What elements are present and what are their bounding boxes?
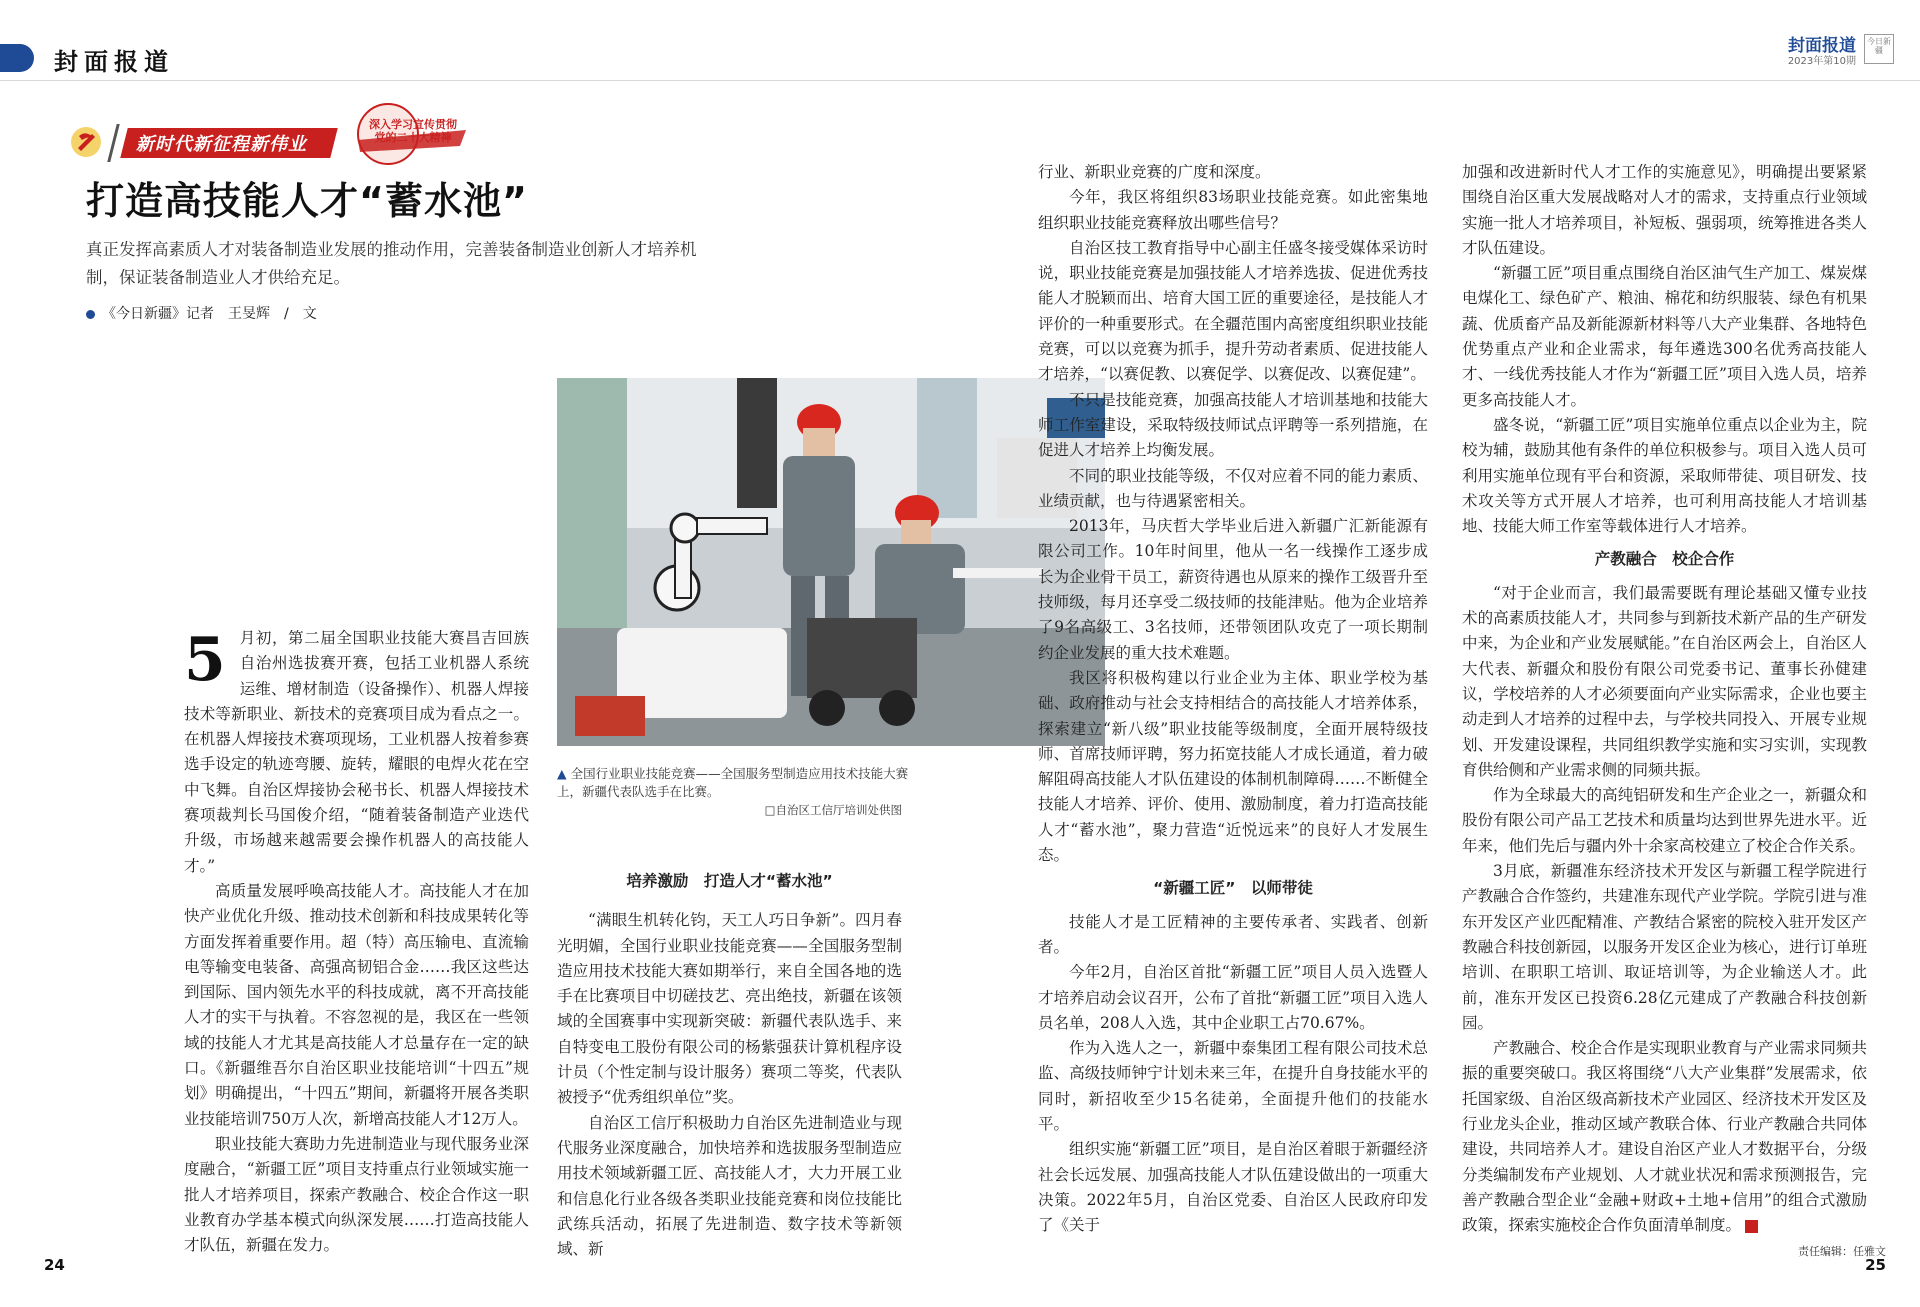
paragraph: “满眼生机转化钧，天工人巧日争新”。四月春光明媚，全国行业职业技能竞赛——全国服务型制造应用技术技能大赛如期举行，来自全国各地的选手在比赛项目中切磋技艺、亮出绝技，新疆在该领域的全国赛事中实现新突破：新疆代表队选手、来自特变电工股份有限公司的杨紫强获计算机程序设计员（个性定制与设计服务）赛项二等奖，代表队被授予“优秀组织单位”奖。 xyxy=(557,911,902,1107)
section-tab-marker xyxy=(0,44,34,72)
section-subhead: 培养激励 打造人才“蓄水池” xyxy=(626,872,833,890)
article-lead: 真正发挥高素质人才对装备制造业发展的推动作用，完善装备制造业创新人才培养机制，保证装备制造业人才供给充足。 xyxy=(86,240,697,287)
responsible-editor: 责任编辑：任雅文 xyxy=(1798,1245,1886,1258)
section-title: 封面报道 xyxy=(54,47,174,76)
brand-name: 封面报道 xyxy=(1788,36,1856,56)
photo-caption xyxy=(557,765,917,801)
paragraph: 不只是技能竞赛，加强高技能人才培训基地和技能大师工作室建设，采取特级技师试点评聘等一系列措施，在促进人才培养上均衡发展。 xyxy=(1038,390,1428,460)
series-banner-label: 新时代新征程新伟业 xyxy=(136,134,307,155)
page-number-left: 24 xyxy=(44,1256,65,1274)
paragraph: 自治区工信厅积极助力自治区先进制造业与现代服务业深度融合，加快培养和选拔服务型制造应用技术领域新疆工匠、高技能人才，大力开展工业和信息化行业各级各类职业技能竞赛和岗位技能比武练兵活动，拓展了先进制造、数字技术等新领域、新 xyxy=(557,1113,902,1259)
party-emblem-icon xyxy=(70,126,102,158)
column-2 xyxy=(557,869,902,1262)
end-mark-icon xyxy=(1745,1220,1758,1233)
paragraph: “新疆工匠”项目重点围绕自治区油气生产加工、煤炭煤电煤化工、绿色矿产、粮油、棉花和纺织服装、绿色有机果蔬、优质畜产品及新能源新材料等八大产业集群、各地特色优势重点产业和企业需求，每年遴选300名优秀高技能人才、一线优秀技能人才作为“新疆工匠”项目入选人员，培养更多高技能人才。 xyxy=(1462,264,1867,409)
issue-label: 2023年第10期 xyxy=(1787,56,1856,67)
caption-text: 全国行业职业技能竞赛——全国服务型制造应用技术技能大赛上，新疆代表队选手在比赛。 xyxy=(557,766,909,799)
magazine-brand xyxy=(1788,36,1856,68)
paragraph: “对于企业而言，我们最需要既有理论基础又懂专业技术的高素质技能人才，共同参与到新技术新产品的生产研发中来，为企业和产业发展赋能。”在自治区两会上，自治区人大代表、新疆众和股份有限公司党委书记、董事长孙健建议，学校培养的人才必须要面向产业实际需求，企业也要主动走到人才培养的过程中去，与学校共同投入、开展专业规划、开发建设课程，共同组织教学实施和实习实训，实现教育供给侧和产业需求侧的同频共振。 xyxy=(1462,583,1867,779)
article-byline: 《今日新疆》记者 王旻辉 / 文 xyxy=(102,306,317,322)
section-subhead: “新疆工匠” 以师带徒 xyxy=(1153,879,1313,898)
magazine-logo: 今日新疆 xyxy=(1864,34,1894,64)
paragraph: 作为入选人之一，新疆中泰集团工程有限公司技术总监、高级技师钟宁计划未来三年，在提升自身技能水平的同时，新招收至少15名徒弟，全面提升他们的技能水平。 xyxy=(1038,1039,1428,1133)
paragraph: 今年2月，自治区首批“新疆工匠”项目人员入选暨人才培养启动会议召开，公布了首批“新疆工匠”项目入选人员名单，208人入选，其中企业职工占70.67%。 xyxy=(1038,963,1428,1032)
paragraph: 技能人才是工匠精神的主要传承者、实践者、创新者。 xyxy=(1038,912,1428,956)
campaign-ribbon-label: 深入学习宣传贯彻党的二十大精神 xyxy=(369,118,457,144)
paragraph: 职业技能大赛助力先进制造业与现代服务业深度融合，“新疆工匠”项目支持重点行业领域实施一批人才培养项目，探索产教融合、校企合作这一职业教育办学基本模式向纵深发展……打造高技能人才队伍，新疆在发力。 xyxy=(184,1134,529,1255)
header-rule xyxy=(0,80,1920,81)
competition-photo-illustration xyxy=(557,378,1105,746)
page-number-right: 25 xyxy=(1865,1256,1886,1274)
paragraph: 加强和改进新时代人才工作的实施意见》，明确提出要紧紧围绕自治区重大发展战略对人才的需求，支持重点行业领域实施一批人才培养项目，补短板、强弱项，统筹推进各类人才队伍建设。 xyxy=(1462,163,1867,257)
paragraph: 盛冬说，“新疆工匠”项目实施单位重点以企业为主，院校为辅，鼓励其他有条件的单位积极参与。项目入选人员可利用实施单位现有平台和资源，采取师带徒、项目研发、技术攻关等方式开展人才培养，也可利用高技能人才培训基地、技能大师工作室等载体进行人才培养。 xyxy=(1462,415,1867,536)
column-4 xyxy=(1462,160,1867,1238)
paragraph: 我区将积极构建以行业企业为主体、职业学校为基础、政府推动与社会支持相结合的高技能人才培养体系，探索建立“新八级”职业技能等级制度，全面开展特级技师、首席技师评聘，努力拓宽技能人才成长通道，着力破解阻碍高技能人才队伍建设的体制机制障碍……不断健全技能人才培养、评价、使用、激励制度，着力打造高技能人才“蓄水池”，聚力营造“近悦远来”的良好人才发展生态。 xyxy=(1038,668,1428,865)
paragraph xyxy=(1462,1036,1867,1238)
drop-cap: 5 xyxy=(184,625,226,695)
paragraph-text: 产教融合、校企合作是实现职业教育与产业需求同频共振的重要突破口。我区将围绕“八大产业集群”发展需求，依托国家级、自治区级高新技术产业园区、经济技术开发区及行业龙头企业，推动区域产教联合体、行业产教融合共同体建设，共同培养人才。建设自治区产业人才数据平台，分级分类编制发布产业规划、人才就业状况和需求预测报告，完善产教融合型企业“金融+财政+土地+信用”的组合式激励政策，探索实施校企合作负面清单制度。 xyxy=(1462,1039,1867,1235)
paragraph: 今年，我区将组织83场职业技能竞赛。如此密集地组织职业技能竞赛释放出哪些信号？ xyxy=(1038,188,1428,232)
paragraph: 组织实施“新疆工匠”项目，是自治区着眼于新疆经济社会长远发展、加强高技能人才队伍建设做出的一项重大决策。2022年5月，自治区党委、自治区人民政府印发了《关于 xyxy=(1038,1140,1428,1235)
article-photo xyxy=(557,378,1105,746)
paragraph: 3月底，新疆准东经济技术开发区与新疆工程学院进行产教融合合作签约，共建准东现代产业学院。学院引进与准东开发区产业匹配精准、产教结合紧密的院校入驻开发区产教融合科技创新园，以服务开发区企业为核心，进行订单班培训、在职职工培训、取证培训等，为企业输送人才。此前，准东开发区已投资6.28亿元建成了产教融合科技创新园。 xyxy=(1462,862,1867,1032)
paragraph: 作为全球最大的高纯铝研发和生产企业之一，新疆众和股份有限公司产品工艺技术和质量均达到世界先进水平。近年来，他们先后与疆内外十余家高校建立了校企合作关系。 xyxy=(1462,786,1867,855)
banner-divider xyxy=(107,124,119,162)
paragraph: 不同的职业技能等级，不仅对应着不同的能力素质、业绩贡献，也与待遇紧密相关。 xyxy=(1038,466,1428,510)
caption-triangle-icon: ▲ xyxy=(557,766,571,781)
paragraph: 行业、新职业竞赛的广度和深度。 xyxy=(1038,163,1271,181)
section-subhead: 产教融合 校企合作 xyxy=(1594,550,1735,569)
paragraph: 高质量发展呼唤高技能人才。高技能人才在加快产业优化升级、推动技术创新和科技成果转化等方面发挥着重要作用。超（特）高压输电、直流输电等输变电装备、高强高韧铝合金……我区这些达到国际、国内领先水平的科技成就，离不开高技能人才的实干与执着。不容忽视的是，我区在一些领域的技能人才尤其是高技能人才总量存在一定的缺口。《新疆维吾尔自治区职业技能培训“十四五”规划》明确提出，“十四五”期间，新疆将开展各类职业技能培训750万人次，新增高技能人才12万人。 xyxy=(184,881,529,1128)
column-3 xyxy=(1038,160,1428,1238)
paragraph: 自治区技工教育指导中心副主任盛冬接受媒体采访时说，职业技能竞赛是加强技能人才培养选拔、促进优秀技能人才脱颖而出、培育大国工匠的重要途径，是技能人才评价的一种重要形式。在全疆范围内高密度组织职业技能竞赛，可以以竞赛为抓手，提升劳动者素质、促进技能人才培养，“以赛促教、以赛促学、以赛促改、以赛促建”。 xyxy=(1038,238,1428,384)
paragraph: 2013年，马庆哲大学毕业后进入新疆广汇新能源有限公司工作。10年时间里，他从一名一线操作工逐步成长为企业骨干员工，薪资待遇也从原来的操作工级晋升至技师级，每月还享受二级技师的技能津贴。他为企业培养了9名高级工、3名技师，还带领团队攻克了一项长期制约企业发展的重大技术难题。 xyxy=(1038,517,1428,662)
article-title: 打造高技能人才“蓄水池” xyxy=(86,179,528,223)
byline-bullet-icon xyxy=(86,310,95,319)
paragraph: 月初，第二届全国职业技能大赛昌吉回族自治州选拔赛开赛，包括工业机器人系统运维、增材制造（设备操作）、机器人焊接技术等新职业、新技术的竞赛项目成为看点之一。在机器人焊接技术赛项现场，工业机器人按着参赛选手设定的轨迹弯腰、旋转，耀眼的电焊火花在空中飞舞。自治区焊接协会秘书长、机器人焊接技术赛项裁判长马国俊介绍，“随着装备制造产业迭代升级，市场越来越需要会操作机器人的高技能人才。” xyxy=(184,629,529,875)
photo-credit: □自治区工信厅培训处供图 xyxy=(764,803,902,817)
column-1 xyxy=(184,626,529,1258)
